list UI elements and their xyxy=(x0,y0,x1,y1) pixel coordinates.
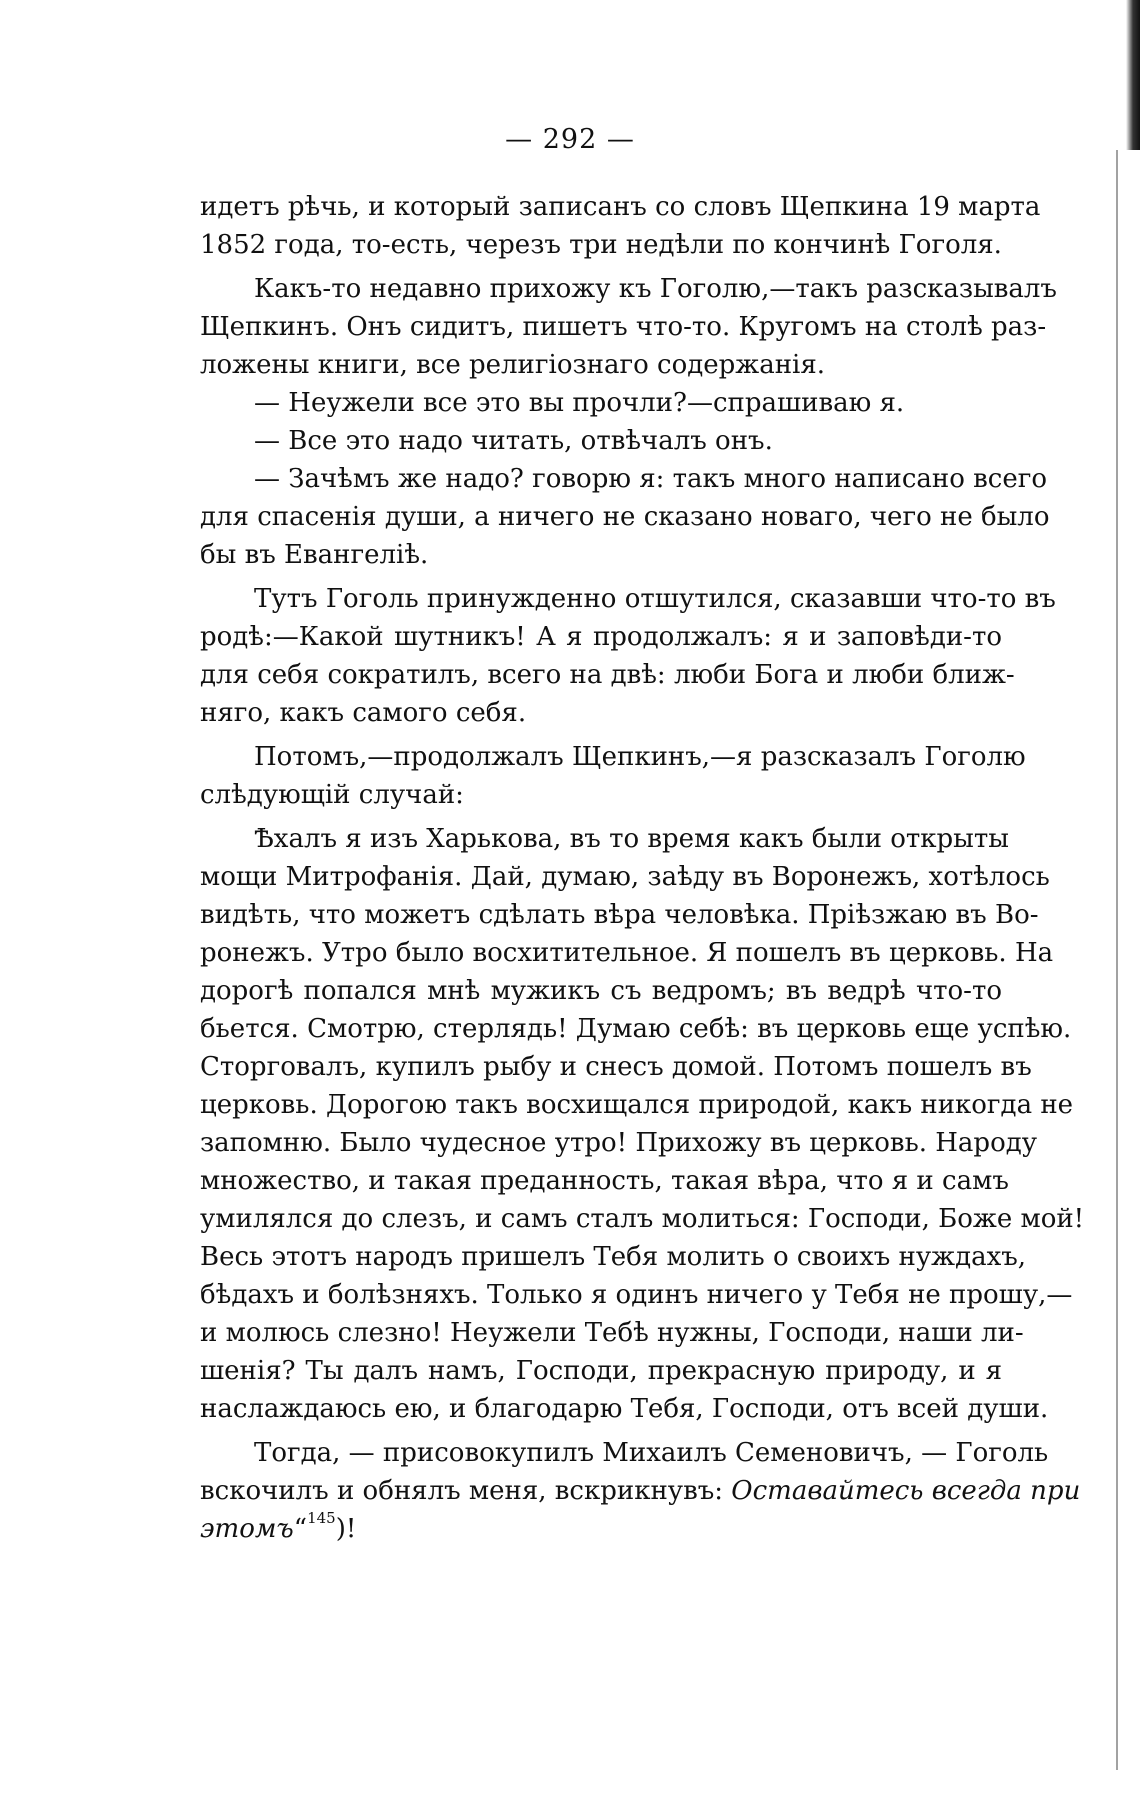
text-line: Ѣхалъ я изъ Харькова, въ то время какъ были открыты xyxy=(254,824,1009,854)
paragraph-9 xyxy=(200,1434,1081,1548)
text-line: — Неужели все это вы прочли?—спрашиваю я. xyxy=(254,388,905,418)
paragraph-2 xyxy=(200,270,1057,384)
text-line: Весь этотъ народъ пришелъ Тебя молить о своихъ нуждахъ, xyxy=(200,1242,1027,1272)
text-line: Сторговалъ, купилъ рыбу и снесъ домой. Потомъ пошелъ въ xyxy=(200,1052,1032,1082)
text-line: Потомъ,—продолжалъ Щепкинъ,—я разсказалъ Гоголю xyxy=(254,742,1026,772)
text-line: 1852 года, то-есть, черезъ три недѣли по кончинѣ Гоголя. xyxy=(200,230,1002,260)
paragraph-1 xyxy=(200,188,1041,264)
paragraph-7 xyxy=(200,738,1026,814)
text-line: умилялся до слезъ, и самъ сталъ молиться: Господи, Боже мой! xyxy=(200,1204,1085,1234)
text-line: бы въ Евангеліѣ. xyxy=(200,540,429,570)
text-line xyxy=(200,1510,1002,1548)
paragraph-3 xyxy=(200,384,1002,422)
end-punctuation: )! xyxy=(335,1514,357,1544)
text-line: родѣ:—Какой шутникъ! А я продолжалъ: я и заповѣди-то xyxy=(200,622,1002,652)
text-line: Щепкинъ. Онъ сидитъ, пишетъ что-то. Кругомъ на столѣ раз- xyxy=(200,312,1047,342)
text-line: шенія? Ты далъ намъ, Господи, прекрасную природу, и я xyxy=(200,1356,1002,1386)
text-line: няго, какъ самого себя. xyxy=(200,698,527,728)
closing-quote: “ xyxy=(293,1514,308,1544)
text-line: слѣдующій случай: xyxy=(200,780,464,810)
paragraph-8 xyxy=(200,820,1085,1428)
text-line: — Зачѣмъ же надо? говорю я: такъ много написано всего xyxy=(254,464,1048,494)
paragraph-4 xyxy=(200,422,1002,460)
text-line: Тутъ Гоголь принужденно отшутился, сказавши что-то въ xyxy=(254,584,1056,614)
body-text xyxy=(200,188,1085,1548)
paragraph-5 xyxy=(200,460,1050,574)
text-line: — Все это надо читать, отвѣчалъ онъ. xyxy=(254,426,773,456)
text-line: запомню. Было чудесное утро! Прихожу въ церковь. Народу xyxy=(200,1128,1038,1158)
text-line: Какъ-то недавно прихожу къ Гоголю,—такъ разсказывалъ xyxy=(254,274,1057,304)
text-line: бьется. Смотрю, стерлядь! Думаю себѣ: въ церковь еще успѣю. xyxy=(200,1014,1072,1044)
scan-edge-shadow xyxy=(1100,0,1140,1801)
text-line: церковь. Дорогою такъ восхищался природой, какъ никогда не xyxy=(200,1090,1074,1120)
italic-quote-end: этомъ xyxy=(200,1514,294,1544)
text-line: бѣдахъ и болѣзняхъ. Только я одинъ ничего у Тебя не прошу,— xyxy=(200,1280,1073,1310)
text-run: вскочилъ и обнялъ меня, вскрикнувъ: xyxy=(200,1476,732,1506)
text-line: наслаждаюсь ею, и благодарю Тебя, Господи, отъ всей души. xyxy=(200,1394,1049,1424)
footnote-ref: 145 xyxy=(307,1509,336,1527)
text-line: для спасенія души, а ничего не сказано новаго, чего не было xyxy=(200,502,1050,532)
page-number: — 292 — xyxy=(505,124,635,155)
text-line: мощи Митрофанія. Дай, думаю, заѣду въ Воронежъ, хотѣлось xyxy=(200,862,1050,892)
text-line: ложены книги, все религіознаго содержанія. xyxy=(200,350,826,380)
text-line: и молюсь слезно! Неужели Тебѣ нужны, Господи, наши ли- xyxy=(200,1318,1024,1348)
text-line: идетъ рѣчь, и который записанъ со словъ Щепкина 19 марта xyxy=(200,192,1041,222)
text-line: множество, и такая преданность, такая вѣра, что я и самъ xyxy=(200,1166,1009,1196)
italic-quote: Оставайтесь всегда при xyxy=(731,1476,1081,1506)
edge-line xyxy=(1116,150,1118,1770)
text-line xyxy=(200,1472,1081,1510)
text-line: видѣть, что можетъ сдѣлать вѣра человѣка. Пріѣзжаю въ Во- xyxy=(200,900,1039,930)
text-line: Тогда, — присовокупилъ Михаилъ Семеновичъ, — Гоголь xyxy=(254,1438,1049,1468)
text-line: дорогѣ попался мнѣ мужикъ съ ведромъ; въ ведрѣ что-то xyxy=(200,976,1002,1006)
text-line: для себя сократилъ, всего на двѣ: люби Бога и люби ближ- xyxy=(200,660,1015,690)
text-line: ронежъ. Утро было восхитительное. Я пошелъ въ церковь. На xyxy=(200,938,1054,968)
paragraph-6 xyxy=(200,580,1056,732)
